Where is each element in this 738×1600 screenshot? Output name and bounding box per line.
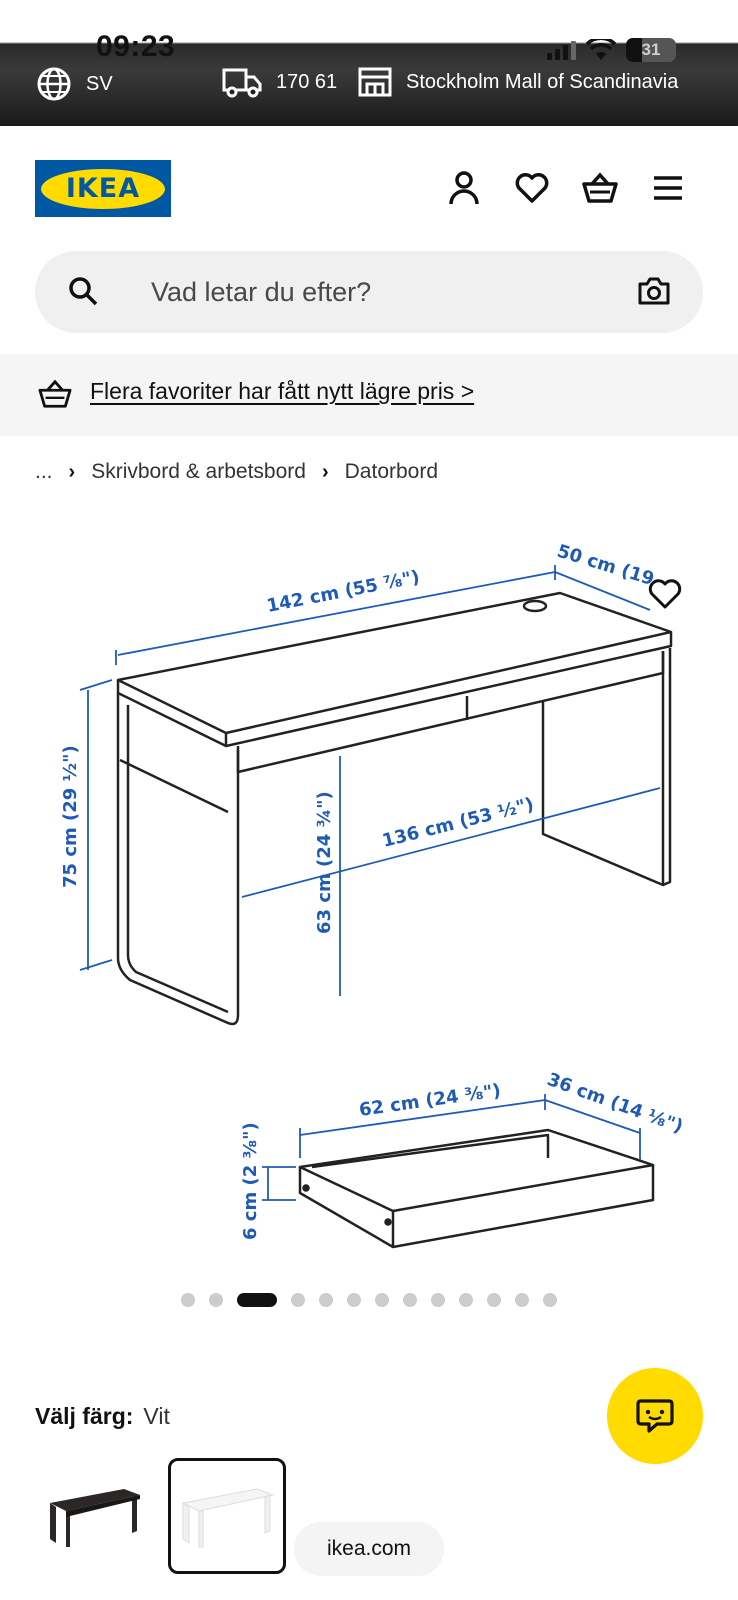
dimension-width-label: 142 cm (55 ⅞") bbox=[264, 566, 422, 617]
store-selector[interactable] bbox=[358, 66, 678, 98]
search-input[interactable] bbox=[35, 251, 703, 333]
battery-icon bbox=[626, 38, 676, 62]
carousel-dot[interactable] bbox=[319, 1293, 333, 1307]
top-bar bbox=[0, 0, 738, 126]
dimension-depth-label: 50 cm (19 bbox=[554, 540, 657, 591]
cellular-signal-icon bbox=[547, 40, 576, 60]
carousel-indicator bbox=[0, 1293, 738, 1307]
chevron-right-icon: › bbox=[68, 460, 76, 483]
dimension-drawer-height-label: 6 cm (2 ⅜") bbox=[240, 1122, 261, 1240]
store-name-label: Stockholm Mall of Scandinavia bbox=[406, 70, 679, 93]
store-icon bbox=[358, 66, 392, 98]
carousel-dot[interactable] bbox=[431, 1293, 445, 1307]
carousel-dot[interactable] bbox=[487, 1293, 501, 1307]
dimension-inner-width-label: 136 cm (53 ½") bbox=[380, 793, 536, 852]
basket-icon[interactable] bbox=[580, 168, 620, 208]
carousel-dot[interactable] bbox=[181, 1293, 195, 1307]
account-icon[interactable] bbox=[444, 168, 484, 208]
camera-icon[interactable] bbox=[637, 275, 671, 307]
url-text: ikea.com bbox=[326, 1537, 412, 1560]
breadcrumb-item[interactable]: Skrivbord & arbetsbord bbox=[91, 460, 306, 483]
search-placeholder: Vad letar du efter? bbox=[151, 277, 372, 307]
chevron-right-icon: › bbox=[321, 460, 329, 483]
breadcrumb-ellipsis[interactable]: ... bbox=[35, 460, 53, 483]
heart-icon[interactable] bbox=[512, 168, 552, 208]
postal-code-selector[interactable] bbox=[222, 66, 337, 98]
menu-icon[interactable] bbox=[648, 168, 688, 208]
search-icon bbox=[67, 275, 99, 307]
wifi-icon bbox=[586, 39, 616, 61]
carousel-dot[interactable] bbox=[209, 1293, 223, 1307]
color-label: Välj färg: bbox=[35, 1403, 134, 1429]
color-selector-heading bbox=[35, 1403, 170, 1430]
truck-icon bbox=[222, 66, 262, 98]
chat-button[interactable] bbox=[607, 1368, 703, 1464]
breadcrumb bbox=[35, 460, 438, 484]
battery-level: 31 bbox=[641, 40, 661, 59]
language-selector[interactable] bbox=[36, 66, 113, 102]
globe-icon bbox=[36, 66, 72, 102]
status-time: 09:23 bbox=[96, 30, 176, 63]
color-swatch-black-brown[interactable] bbox=[35, 1458, 153, 1574]
carousel-dot[interactable] bbox=[515, 1293, 529, 1307]
promo-link[interactable]: Flera favoriter har fått nytt lägre pris > bbox=[90, 378, 475, 404]
status-icons bbox=[547, 38, 676, 62]
dimension-height-label: 75 cm (29 ½") bbox=[60, 745, 81, 888]
ikea-logo[interactable] bbox=[35, 160, 171, 217]
heart-icon bbox=[648, 578, 682, 610]
carousel-dot-active[interactable] bbox=[237, 1293, 277, 1307]
add-to-favorites-button[interactable] bbox=[648, 578, 688, 618]
carousel-dot[interactable] bbox=[347, 1293, 361, 1307]
carousel-dot[interactable] bbox=[543, 1293, 557, 1307]
basket-icon bbox=[37, 378, 73, 410]
header-actions bbox=[444, 168, 688, 208]
postal-code-label: 170 61 bbox=[276, 70, 338, 93]
carousel-dot[interactable] bbox=[403, 1293, 417, 1307]
desk-thumbnail-white bbox=[175, 1481, 279, 1551]
carousel-dot[interactable] bbox=[459, 1293, 473, 1307]
logo-text: IKEA bbox=[65, 173, 141, 204]
color-value: Vit bbox=[143, 1403, 170, 1429]
promo-banner[interactable] bbox=[0, 354, 738, 436]
store-bar bbox=[0, 64, 738, 104]
color-swatch-white[interactable] bbox=[168, 1458, 286, 1574]
product-dimension-image[interactable] bbox=[40, 530, 738, 1270]
chat-icon bbox=[635, 1397, 675, 1435]
dimension-drawer-depth-label: 36 cm (14 ⅛") bbox=[544, 1068, 686, 1138]
carousel-dot[interactable] bbox=[375, 1293, 389, 1307]
carousel-dot[interactable] bbox=[291, 1293, 305, 1307]
language-label: SV bbox=[86, 72, 113, 95]
browser-url-bar[interactable] bbox=[294, 1522, 444, 1576]
dimension-inner-height-label: 63 cm (24 ¾") bbox=[314, 791, 335, 934]
dimension-drawer-width-label: 62 cm (24 ⅜") bbox=[357, 1080, 503, 1121]
desk-thumbnail-dark bbox=[42, 1481, 146, 1551]
breadcrumb-item[interactable]: Datorbord bbox=[344, 460, 439, 483]
